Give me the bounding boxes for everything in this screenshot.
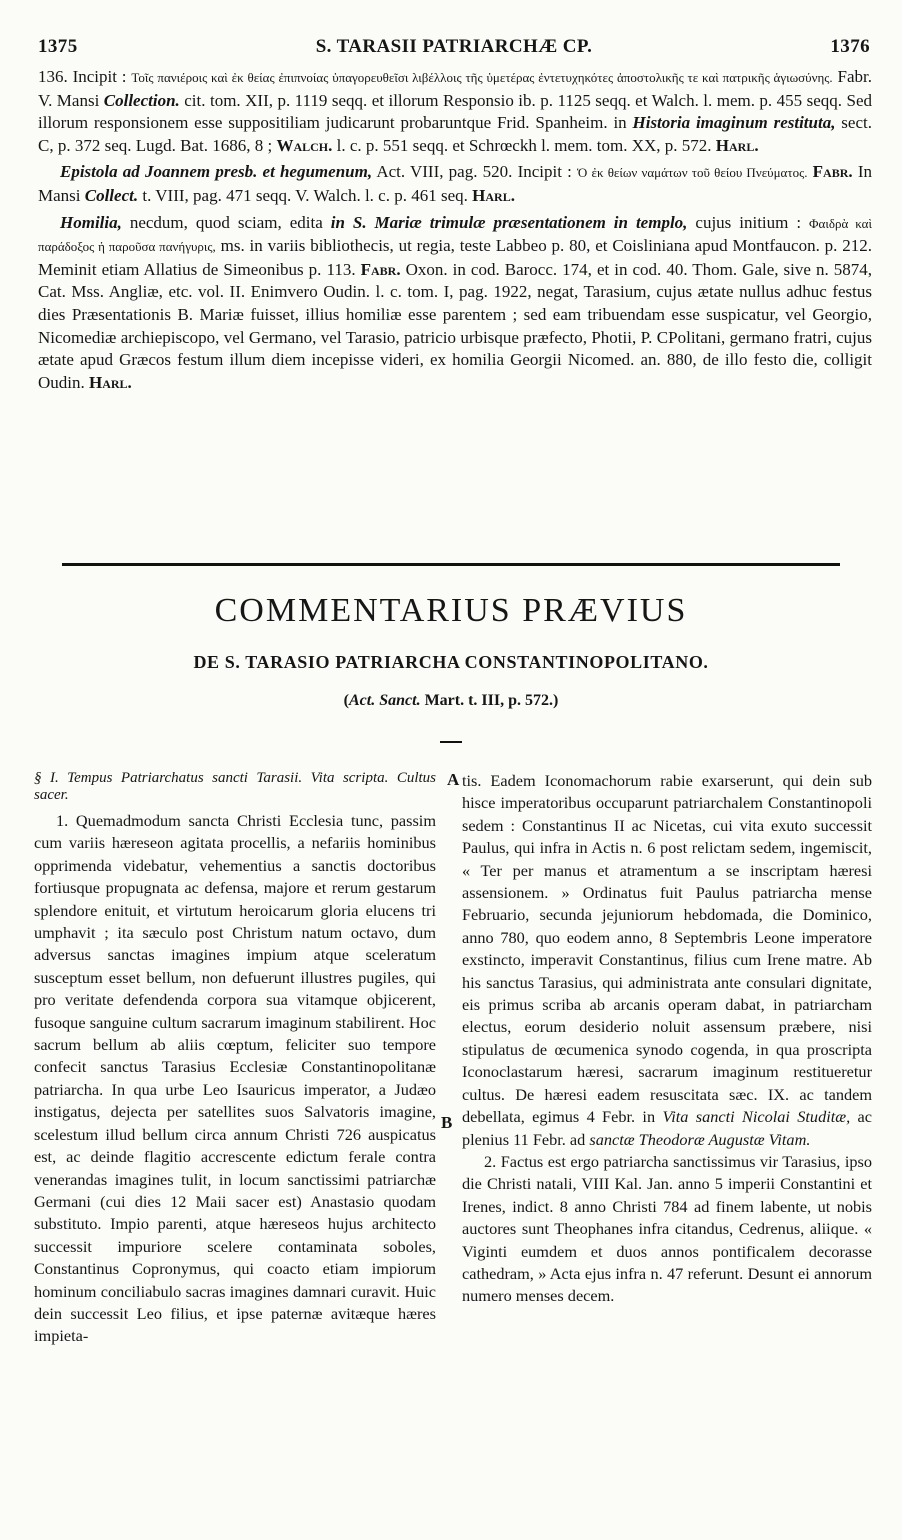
note-text: ms. in variis bibliothecis, ut regia, teste Labbeo p. 80, et Coisliniana apud Montfaucon. p. 212. Meminit etiam Allatius de Simeonibus p. 113. (38, 236, 872, 279)
margin-marker-a: A (447, 770, 460, 789)
vita-reference: Vita sancti Nicolai Studitæ, (662, 1107, 851, 1127)
reference-location: Mart. t. III, p. 572. (420, 692, 553, 709)
paragraph-1: 1. Quemadmodum sancta Christi Ecclesia tunc, passim cum variis hæreseon agitata procellis, a nefariis hominibus opprimenda videbatur, vehementius a sanctis doctoribus fortiusque propugnata ac defensa, majore et rerum gestarum splendore enituit, et virtutum heroicarum gloria elucens tri umphavit ; ita sæculo post Christum natum octavo, dum adversus sanctas imagines impium atque sceleratum susceptum esset bellum, non defuerunt illustres pugiles, qui pro veritate defendenda corpora sua vitamque objicerent, fusoque sanguine cultum sacrarum imaginum stabilirent. Hoc sacrum bellum ab aliis cœptum, feliciter suo tempore confecit sanctus Tarasius Ecclesiæ Constantinopolitanæ patriarcha. In qua urbe Leo Isauricus imperator, a Judæo instigatus, dejecta per satellites suos Salvatoris imagine, scelestum illud bellum circa annum Christi 726 auspicatus est, ac deinde flagitio accrescente edictum ferale contra venerandas imagines tulit, in locum sanctissimi patriarchæ Germani (cui dies 12 Maii sacer est) Anastasio quodam substituto. Impio parenti, atque hæreseos hujus architecto successit impuriore scelere contaminata soboles, Constantinus Copronymus, qui coacto etiam impiorum hominum conciliabulo sacras imagines damnari curavit. Huic dein successit Leo filius, et ipse paternæ avitæque hæres impieta- (34, 811, 436, 1346)
running-head (38, 36, 870, 60)
note-text: cujus initium : (687, 212, 810, 232)
paragraph-text: tis. Eadem Iconomachorum rabie exarserunt, qui dein sub hisce imperatoribus occuparunt patriarchalem Constantinopoli sedem : Constantinus II ac Nicetas, cui vita exuto successit Paulus, qui infra in Actis n. 6 post relictam sedem, ingemiscit, « Ter per manus et atramentum a se inscriptam hæresi assensionem. » Ordinatus fuit Paulus patriarcha mense Februario, secunda jejuniorum hebdomada, die Dominico, anno 780, quo eodem anno, 8 Septembris Leone imperatore exstincto, imperavit Constantinus, filius cum Irene matre. Ab his sanctus Tarasius, qui administrata ante consulari dignitate, eis primus scriba ab arcanis operam dabat, in patriarcham electus, eorum desiderio noluit assensum præbere, nisi stipulatus de œcumenica synodo cogenda, in qua proscripta Iconoclastarum hæresi, sacrarum imaginum restitueretur cultus. De hæresi eadem resuscitata sæc. IX. ac tandem debellata, egimus 4 Febr. in (462, 771, 872, 1127)
author-abbrev: Fabr. (360, 259, 401, 279)
greek-incipit: Ὁ ἐκ θείων ναμάτων τοῦ θείου Πνεύματος. (577, 165, 808, 181)
note-paragraph-136 (38, 66, 872, 157)
commentary-title: COMMENTARIUS PRÆVIUS (214, 592, 688, 629)
reference-source: Act. Sanct. (349, 692, 421, 709)
author-abbrev: Walch. (276, 135, 333, 155)
note-text: In Mansi (38, 162, 872, 205)
margin-marker-b: B (441, 1113, 453, 1132)
note-text: Oxon. in cod. Barocc. 174, et in cod. 40. Thom. Gale, sive n. 5874, Cat. Mss. Angliæ, etc. vol. II. Enimvero Oudin. l. c. tom. I, pag. 1922, negat, Tarasium, cujus ætate nullus adhuc festus dies Præsentationis B. Mariæ fuisset, illius homiliæ esse parentem ; sed eam tribuendam esse suspicatur, vel Georgio, Nicomediæ archiepiscopo, vel Germano, vel Tarasio, patricio urbisque præfecto, Photii, P. CPolitani, germano fratri, cujus ætate apud Græcos festum illum diem incepisse videri, ex homilia Georgii Nicomed. an. 880, de illo festo die, colligit Oudin. (38, 259, 872, 392)
right-text-column (462, 770, 872, 1308)
note-paragraph-epistola (38, 161, 872, 207)
left-column-number: 1375 (38, 36, 78, 57)
note-text: l. c. p. 551 seqq. et Schrœckh l. mem. tom. XX, p. 572. (332, 135, 716, 155)
note-text: 136. Incipit : (38, 67, 132, 86)
left-text-column (34, 770, 436, 1348)
right-column-number: 1376 (830, 36, 870, 57)
author-abbrev: Harl. (89, 372, 132, 392)
notes-block (38, 66, 872, 394)
author-abbrev: Harl. (472, 185, 515, 205)
vita-reference: sanctæ Theodoræ Augustæ Vitam. (589, 1129, 811, 1149)
greek-incipit: Φαιδρὰ καὶ παράδοξος ἡ παροῦσα πανήγυρις, (38, 215, 872, 255)
note-title: Historia imaginum restituta, (632, 113, 836, 133)
section-divider (62, 563, 840, 566)
note-text: Act. VIII, pag. 520. Incipit : (372, 162, 578, 182)
running-title: S. TARASII PATRIARCHÆ CP. (315, 36, 593, 57)
note-paragraph-homilia (38, 212, 872, 395)
author-abbrev: Harl. (715, 135, 759, 155)
greek-incipit: Τοῖς πανιέροις καὶ ἐκ θείας ἐπιπνοίας ὑπαγορευθεῖσι λιβέλλοις τῆς ὑμετέρας ἐντετυχηκότες ἀποστολικῆς τε καὶ πατρικῆς ἁγιωσύνης. (131, 70, 833, 85)
note-text: necdum, quod sciam, edita (121, 212, 331, 232)
note-title: Collect. (84, 185, 139, 205)
commentary-reference: (Act. Sanct. Mart. t. III, p. 572.) (343, 692, 559, 709)
note-text: cit. tom. XII, p. 1119 seqq. et illorum Responsio ib. p. 1125 seqq. et Walch. l. mem. p. 455 seqq. Sed illorum responsionem esse suppositiliam judicarunt probaruntque Frid. Spanheim. in (38, 90, 872, 133)
note-title: Homilia, (60, 212, 122, 232)
paragraph-1-continued (462, 770, 872, 1151)
note-text: Fabr. V. Mansi (38, 67, 872, 110)
note-text: t. VIII, pag. 471 seqq. V. Walch. l. c. p. 461 seq. (138, 185, 473, 205)
short-dash-divider (440, 741, 462, 743)
note-title: in S. Mariæ trimulæ præsentationem in templo, (330, 212, 688, 232)
note-text: sect. C, p. 372 seq. Lugd. Bat. 1686, 8 ; (38, 113, 872, 155)
section-heading: § I. Tempus Patriarchatus sancti Tarasii. Vita scripta. Cultus sacer. (34, 770, 436, 803)
author-abbrev: Fabr. (807, 162, 853, 182)
note-title: Collection. (103, 90, 180, 110)
paragraph-2: 2. Factus est ergo patriarcha sanctissimus vir Tarasius, ipso die Christi natali, VIII Kal. Jan. anno 5 imperii Constantini et Irenes, indict. 8 anno Christi 784 ad finem labente, ut nobis auctores sunt Theophanes infra citandus, Cedrenus, aliique. « Viginti eumdem et duos annos pontificalem decorasse cathedram, » Acta ejus infra n. 47 referunt. Desunt ei annorum numero menses decem. (462, 1151, 872, 1306)
note-title: Epistola ad Joannem presb. et hegumenum, (60, 162, 373, 182)
paragraph-text: ac plenius 11 Febr. ad (462, 1107, 872, 1149)
commentary-subtitle: DE S. TARASIO PATRIARCHA CONSTANTINOPOLITANO. (193, 652, 709, 672)
